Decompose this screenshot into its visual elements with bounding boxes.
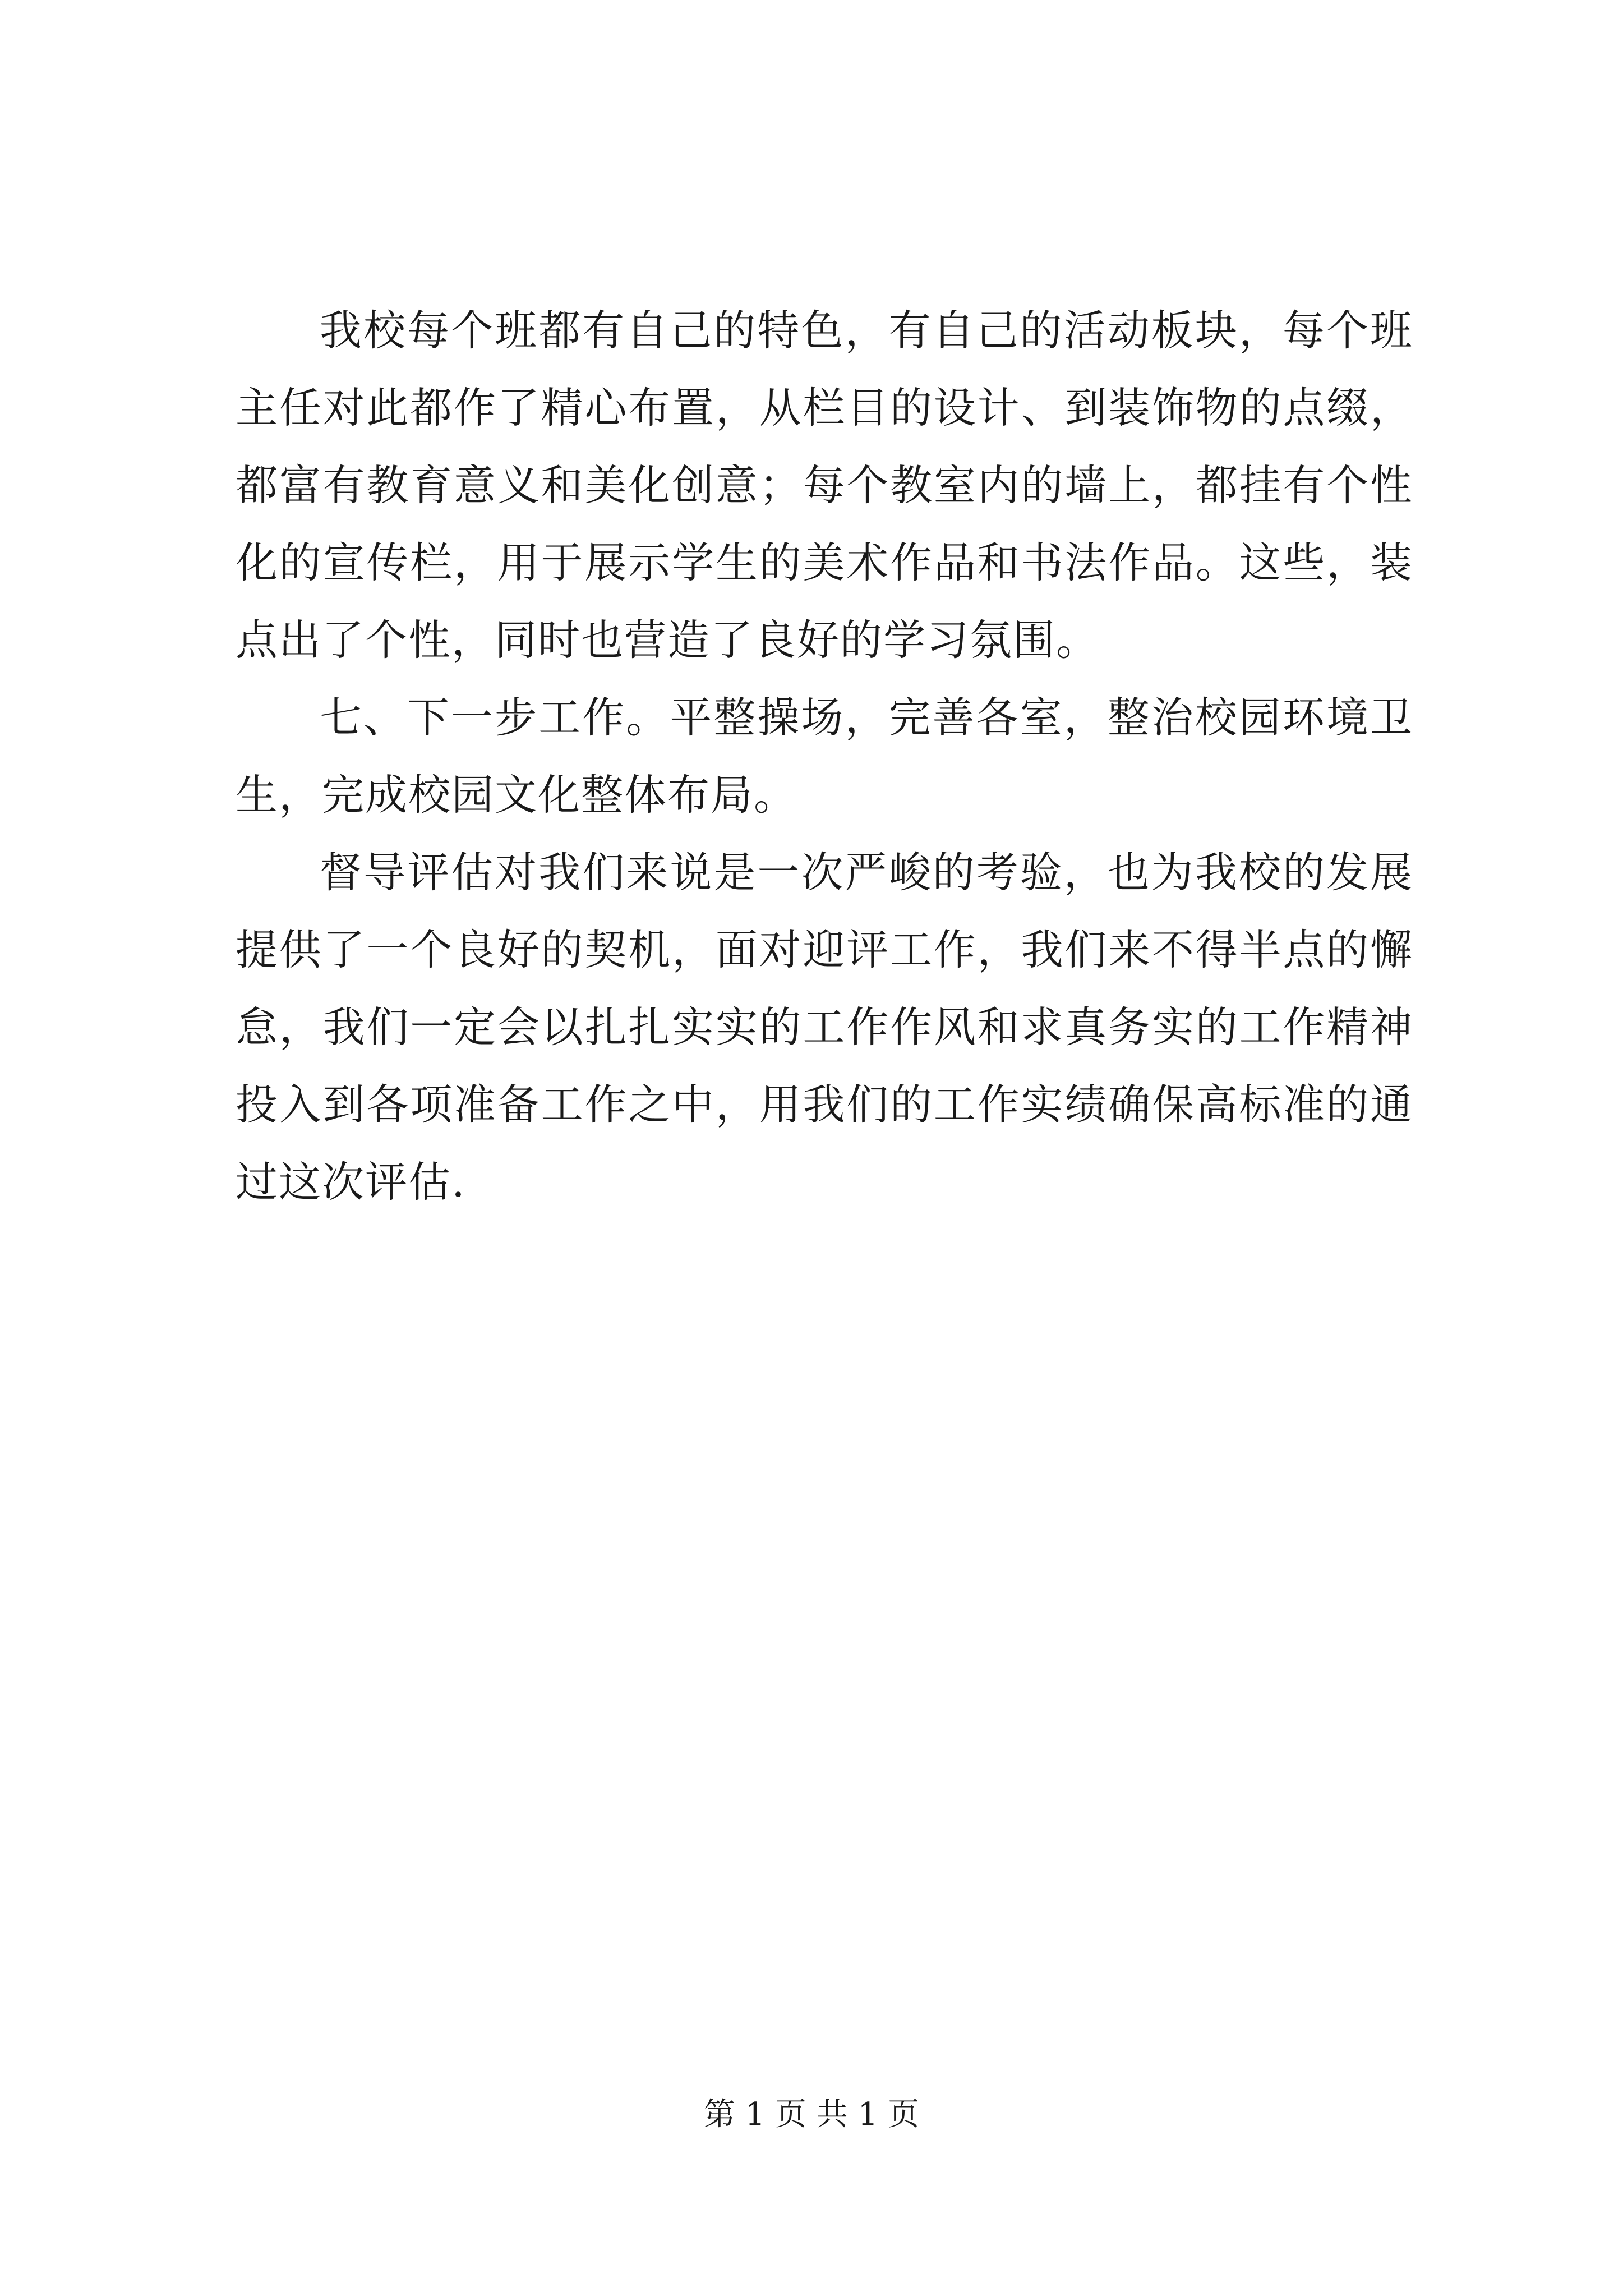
paragraph-next-steps: 七、下一步工作。平整操场，完善各室，整治校园环境卫生，完成校园文化整体布局。 (236, 693, 1413, 820)
paragraph-evaluation: 督导评估对我们来说是一次严峻的考验，也为我校的发展提供了一个良好的契机，面对迎评工作，我们来不得半点的懈怠，我们一定会以扎扎实实的工作作风和求真务实的工作精神投入到各项准备工作之中，用我们的工作实绩确保高标准的通过这次评估. (236, 848, 1413, 1207)
page-number-label: 第 1 页 共 1 页 (703, 2096, 920, 2133)
paragraph-class-features: 我校每个班都有自己的特色，有自己的活动板块，每个班主任对此都作了精心布置，从栏目的设计、到装饰物的点缀，都富有教育意义和美化创意；每个教室内的墙上，都挂有个性化的宣传栏，用于展示学生的美术作品和书法作品。这些，装点出了个性，同时也营造了良好的学习氛围。 (236, 306, 1413, 665)
page-footer (0, 2092, 1623, 2137)
document-body (236, 292, 1413, 1221)
